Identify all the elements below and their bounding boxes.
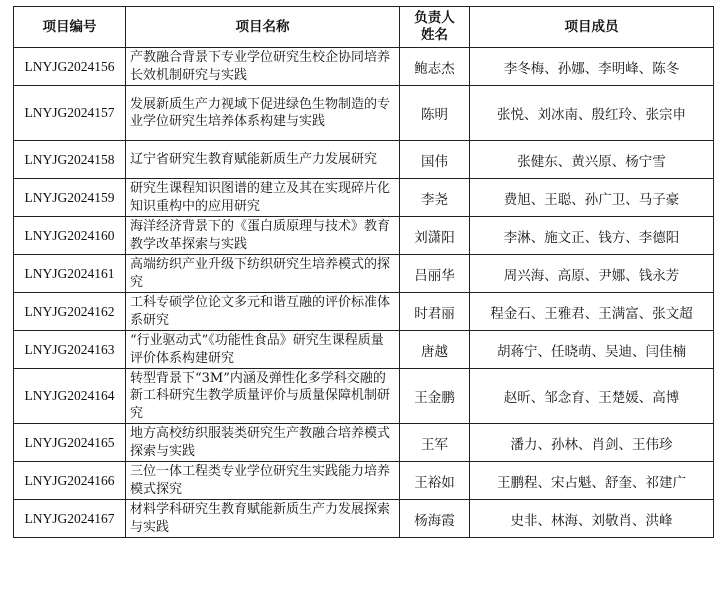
- project-members: 王鹏程、宋占魁、舒奎、祁建广: [470, 462, 714, 500]
- header-leader-name: [400, 7, 470, 48]
- project-name: 材料学科研究生教育赋能新质生产力发展探索与实践: [126, 500, 400, 538]
- project-code: LNYJG2024157: [14, 86, 126, 141]
- project-code: LNYJG2024160: [14, 217, 126, 255]
- table-row: [14, 179, 714, 217]
- project-code: LNYJG2024159: [14, 179, 126, 217]
- table-row: [14, 369, 714, 424]
- project-leader: 王军: [400, 424, 470, 462]
- project-code: LNYJG2024162: [14, 293, 126, 331]
- project-table: [13, 6, 714, 538]
- project-leader: 国伟: [400, 141, 470, 179]
- table-row: [14, 217, 714, 255]
- table-row: [14, 141, 714, 179]
- project-members: 费旭、王聪、孙广卫、马子豪: [470, 179, 714, 217]
- project-leader: 陈明: [400, 86, 470, 141]
- project-name: “行业驱动式”《功能性食品》研究生课程质量评价体系构建研究: [126, 331, 400, 369]
- header-project-members: 项目成员: [470, 7, 714, 48]
- table-header-row: [14, 7, 714, 48]
- project-leader: 吕丽华: [400, 255, 470, 293]
- project-members: 胡蒋宁、任晓萌、吴迪、闫佳楠: [470, 331, 714, 369]
- project-members: 潘力、孙林、肖剑、王伟珍: [470, 424, 714, 462]
- project-name: 发展新质生产力视域下促进绿色生物制造的专业学位研究生培养体系构建与实践: [126, 86, 400, 141]
- project-leader: 李尧: [400, 179, 470, 217]
- project-code: LNYJG2024165: [14, 424, 126, 462]
- project-name: 高端纺织产业升级下纺织研究生培养模式的探究: [126, 255, 400, 293]
- project-name: 三位一体工程类专业学位研究生实践能力培养模式探究: [126, 462, 400, 500]
- project-name: 转型背景下“3M”内涵及弹性化多学科交融的新工科研究生教学质量评价与质量保障机制研究: [126, 369, 400, 424]
- project-members: 程金石、王雅君、王满富、张文超: [470, 293, 714, 331]
- header-project-code: 项目编号: [14, 7, 126, 48]
- project-members: 张悦、刘冰南、殷红玲、张宗申: [470, 86, 714, 141]
- project-leader: 杨海霞: [400, 500, 470, 538]
- project-name: 地方高校纺织服装类研究生产教融合培养模式探索与实践: [126, 424, 400, 462]
- project-code: LNYJG2024161: [14, 255, 126, 293]
- project-name: 研究生课程知识图谱的建立及其在实现碎片化知识重构中的应用研究: [126, 179, 400, 217]
- header-project-name: 项目名称: [126, 7, 400, 48]
- project-members: 李冬梅、孙娜、李明峰、陈冬: [470, 48, 714, 86]
- project-code: LNYJG2024158: [14, 141, 126, 179]
- project-members: 赵昕、邹念育、王楚媛、高博: [470, 369, 714, 424]
- project-leader: 时君丽: [400, 293, 470, 331]
- project-code: LNYJG2024167: [14, 500, 126, 538]
- table-row: [14, 255, 714, 293]
- project-name: 工科专硕学位论文多元和谐互融的评价标准体系研究: [126, 293, 400, 331]
- project-code: LNYJG2024163: [14, 331, 126, 369]
- header-leader-line2: 姓名: [421, 27, 448, 43]
- table-row: [14, 462, 714, 500]
- project-members: 李淋、施文正、钱方、李德阳: [470, 217, 714, 255]
- table-row: [14, 500, 714, 538]
- table-row: [14, 86, 714, 141]
- table-row: [14, 48, 714, 86]
- project-members: 史非、林海、刘敬肖、洪峰: [470, 500, 714, 538]
- table-row: [14, 293, 714, 331]
- header-leader-line1: 负责人: [414, 10, 455, 26]
- project-name: 海洋经济背景下的《蛋白质原理与技术》教育教学改革探索与实践: [126, 217, 400, 255]
- project-name: 产教融合背景下专业学位研究生校企协同培养长效机制研究与实践: [126, 48, 400, 86]
- project-leader: 刘潇阳: [400, 217, 470, 255]
- project-code: LNYJG2024156: [14, 48, 126, 86]
- project-leader: 鲍志杰: [400, 48, 470, 86]
- project-code: LNYJG2024164: [14, 369, 126, 424]
- project-code: LNYJG2024166: [14, 462, 126, 500]
- table-row: [14, 424, 714, 462]
- project-leader: 王金鹏: [400, 369, 470, 424]
- project-members: 周兴海、高原、尹娜、钱永芳: [470, 255, 714, 293]
- project-leader: 唐越: [400, 331, 470, 369]
- project-name: 辽宁省研究生教育赋能新质生产力发展研究: [126, 141, 400, 179]
- project-leader: 王裕如: [400, 462, 470, 500]
- table-row: [14, 331, 714, 369]
- project-members: 张健东、黄兴原、杨宁雪: [470, 141, 714, 179]
